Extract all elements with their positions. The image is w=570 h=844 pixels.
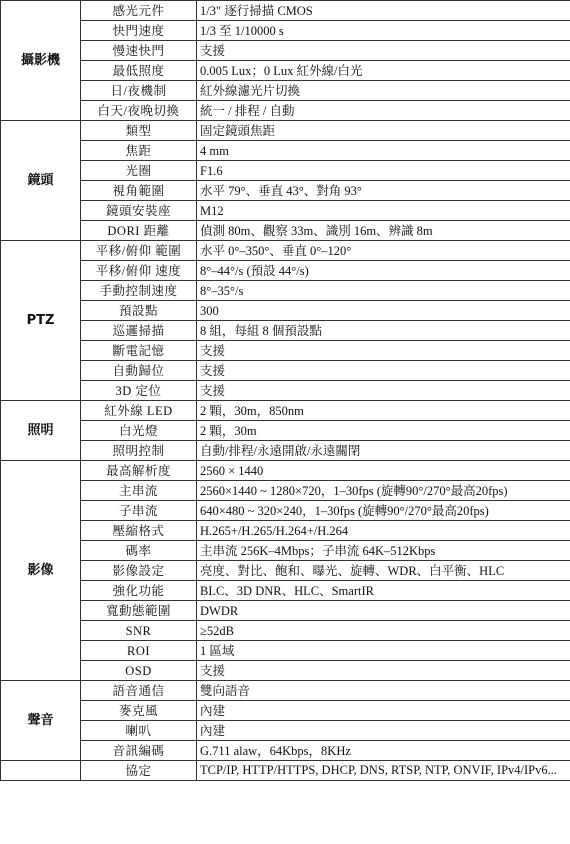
spec-label: 主串流 <box>81 481 197 501</box>
spec-label: DORI 距離 <box>81 221 197 241</box>
spec-label: 麥克風 <box>81 701 197 721</box>
section-category <box>1 761 81 781</box>
spec-row <box>1 141 570 161</box>
spec-row <box>1 681 570 701</box>
spec-value: M12 <box>197 201 570 221</box>
spec-value: 支援 <box>197 41 570 61</box>
spec-row <box>1 461 570 481</box>
spec-label: 強化功能 <box>81 581 197 601</box>
spec-row <box>1 1 570 21</box>
spec-label: 快門速度 <box>81 21 197 41</box>
spec-row <box>1 281 570 301</box>
spec-row <box>1 101 570 121</box>
spec-value: DWDR <box>197 601 570 621</box>
spec-row <box>1 561 570 581</box>
spec-row <box>1 661 570 681</box>
spec-value: 1/3" 逐行掃描 CMOS <box>197 1 570 21</box>
spec-label: ROI <box>81 641 197 661</box>
spec-value: 4 mm <box>197 141 570 161</box>
section-category: PTZ <box>1 241 81 401</box>
spec-row <box>1 301 570 321</box>
spec-value: 支援 <box>197 381 570 401</box>
section-category: 鏡頭 <box>1 121 81 241</box>
spec-row <box>1 121 570 141</box>
spec-value: 300 <box>197 301 570 321</box>
spec-label: 巡邏掃描 <box>81 321 197 341</box>
spec-label: 類型 <box>81 121 197 141</box>
spec-value: 0.005 Lux；0 Lux 紅外線/白光 <box>197 61 570 81</box>
spec-value: 內建 <box>197 701 570 721</box>
spec-label: 平移/俯仰 速度 <box>81 261 197 281</box>
section-category: 聲音 <box>1 681 81 761</box>
spec-label: 寬動態範圍 <box>81 601 197 621</box>
spec-value: 2 顆，30m <box>197 421 570 441</box>
spec-value: 8 組，每組 8 個預設點 <box>197 321 570 341</box>
spec-label: 視角範圍 <box>81 181 197 201</box>
spec-value: 偵測 80m、觀察 33m、識別 16m、辨識 8m <box>197 221 570 241</box>
spec-label: 壓縮格式 <box>81 521 197 541</box>
spec-value: 紅外線濾光片切換 <box>197 81 570 101</box>
spec-label: 照明控制 <box>81 441 197 461</box>
spec-row <box>1 601 570 621</box>
spec-value: 亮度、對比、飽和、曝光、旋轉、WDR、白平衡、HLC <box>197 561 570 581</box>
spec-label: 最低照度 <box>81 61 197 81</box>
section-category: 攝影機 <box>1 1 81 121</box>
spec-row <box>1 541 570 561</box>
spec-label: 光圈 <box>81 161 197 181</box>
spec-row <box>1 21 570 41</box>
spec-label: 自動歸位 <box>81 361 197 381</box>
spec-label: 手動控制速度 <box>81 281 197 301</box>
spec-value: 2560 × 1440 <box>197 461 570 481</box>
spec-row <box>1 621 570 641</box>
spec-value: 1 區域 <box>197 641 570 661</box>
spec-row <box>1 261 570 281</box>
spec-label: 最高解析度 <box>81 461 197 481</box>
spec-value: 主串流 256K–4Mbps；子串流 64K–512Kbps <box>197 541 570 561</box>
spec-label: 日/夜機制 <box>81 81 197 101</box>
spec-value: 1/3 至 1/10000 s <box>197 21 570 41</box>
spec-value: 8°–35°/s <box>197 281 570 301</box>
spec-row <box>1 521 570 541</box>
spec-value: 水平 79°、垂直 43°、對角 93° <box>197 181 570 201</box>
spec-value: G.711 alaw，64Kbps，8KHz <box>197 741 570 761</box>
spec-row <box>1 381 570 401</box>
spec-row <box>1 241 570 261</box>
spec-row <box>1 401 570 421</box>
spec-value: 2 顆，30m，850nm <box>197 401 570 421</box>
spec-row <box>1 721 570 741</box>
spec-value: 水平 0°–350°、垂直 0°–120° <box>197 241 570 261</box>
spec-value: 支援 <box>197 341 570 361</box>
spec-value: 固定鏡頭焦距 <box>197 121 570 141</box>
spec-label: 3D 定位 <box>81 381 197 401</box>
spec-row <box>1 81 570 101</box>
spec-row <box>1 161 570 181</box>
spec-value: 自動/排程/永遠開啟/永遠關閉 <box>197 441 570 461</box>
spec-value: 內建 <box>197 721 570 741</box>
spec-row <box>1 581 570 601</box>
spec-value: F1.6 <box>197 161 570 181</box>
spec-row <box>1 441 570 461</box>
spec-row <box>1 761 570 781</box>
spec-row <box>1 321 570 341</box>
spec-row <box>1 61 570 81</box>
spec-row <box>1 421 570 441</box>
spec-value: 支援 <box>197 661 570 681</box>
spec-label: 斷電記憶 <box>81 341 197 361</box>
spec-row <box>1 741 570 761</box>
spec-row <box>1 181 570 201</box>
spec-row <box>1 201 570 221</box>
spec-label: 感光元件 <box>81 1 197 21</box>
spec-row <box>1 641 570 661</box>
spec-label: 平移/俯仰 範圍 <box>81 241 197 261</box>
spec-row <box>1 501 570 521</box>
spec-row <box>1 341 570 361</box>
spec-label: 慢速快門 <box>81 41 197 61</box>
spec-value: BLC、3D DNR、HLC、SmartIR <box>197 581 570 601</box>
spec-row <box>1 481 570 501</box>
spec-label: 子串流 <box>81 501 197 521</box>
spec-value: ≥52dB <box>197 621 570 641</box>
section-category: 影像 <box>1 461 81 681</box>
spec-value: 640×480 ~ 320×240，1–30fps (旋轉90°/270°最高20fps) <box>197 501 570 521</box>
spec-label: OSD <box>81 661 197 681</box>
spec-label: 影像設定 <box>81 561 197 581</box>
spec-label: 語音通信 <box>81 681 197 701</box>
spec-row <box>1 361 570 381</box>
spec-label: 鏡頭安裝座 <box>81 201 197 221</box>
spec-label: 焦距 <box>81 141 197 161</box>
spec-value: H.265+/H.265/H.264+/H.264 <box>197 521 570 541</box>
spec-value: 雙向語音 <box>197 681 570 701</box>
spec-label: 喇叭 <box>81 721 197 741</box>
spec-label: 白天/夜晚切換 <box>81 101 197 121</box>
spec-label: 白光燈 <box>81 421 197 441</box>
spec-value: 8°–44°/s (預設 44°/s) <box>197 261 570 281</box>
spec-label: 碼率 <box>81 541 197 561</box>
spec-row <box>1 41 570 61</box>
spec-table-body <box>1 1 570 781</box>
spec-label: 預設點 <box>81 301 197 321</box>
spec-value: TCP/IP, HTTP/HTTPS, DHCP, DNS, RTSP, NTP, ONVIF, IPv4/IPv6... <box>197 761 570 781</box>
spec-value: 2560×1440 ~ 1280×720，1–30fps (旋轉90°/270°最高20fps) <box>197 481 570 501</box>
spec-row <box>1 221 570 241</box>
section-category: 照明 <box>1 401 81 461</box>
spec-label: SNR <box>81 621 197 641</box>
spec-row <box>1 701 570 721</box>
spec-label: 音訊編碼 <box>81 741 197 761</box>
spec-label: 協定 <box>81 761 197 781</box>
spec-value: 統一 / 排程 / 自動 <box>197 101 570 121</box>
spec-label: 紅外線 LED <box>81 401 197 421</box>
spec-value: 支援 <box>197 361 570 381</box>
